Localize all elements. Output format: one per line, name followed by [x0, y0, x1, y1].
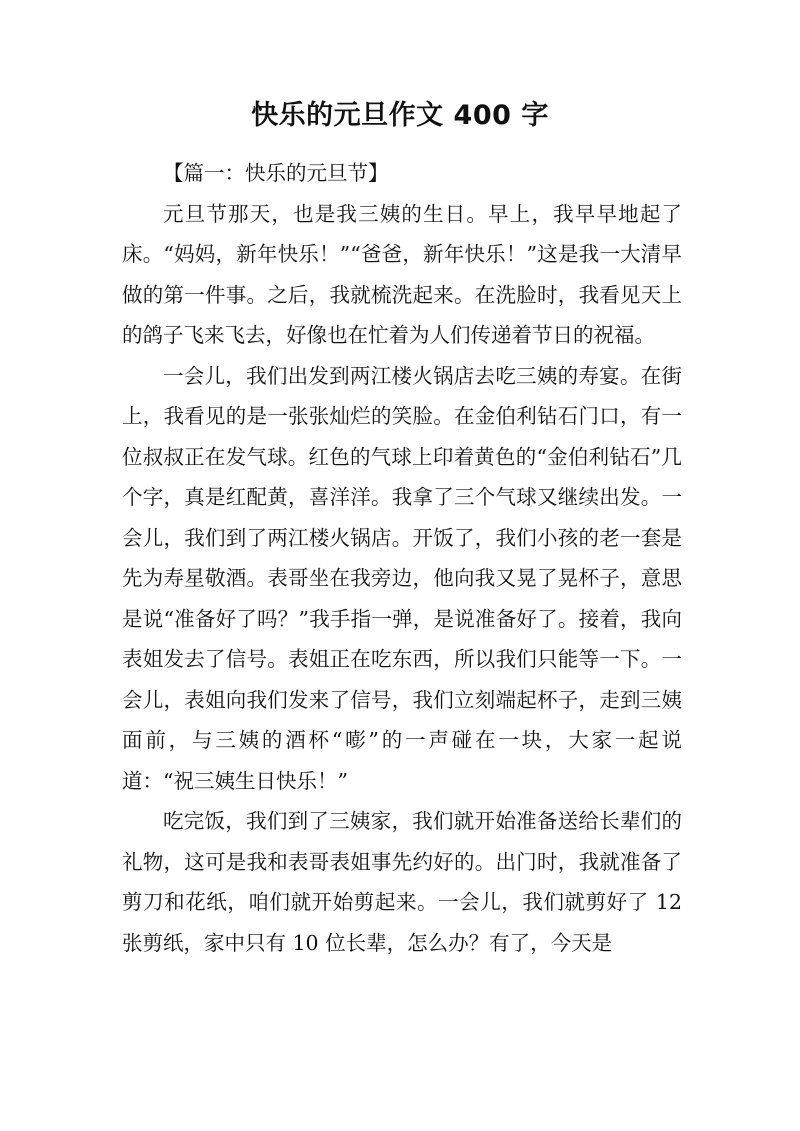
paragraph-1: 元旦节那天，也是我三姨的生日。早上，我早早地起了床。“妈妈，新年快乐！”“爸爸，新年快乐！”这是我一大清早做的第一件事。之后，我就梳洗起来。在洗脸时，我看见天上的鸽子飞来飞去，好像也在忙着为人们传递着节日的祝福。: [122, 201, 682, 347]
document-body: [122, 153, 682, 963]
paragraph-2: 一会儿，我们出发到两江楼火锅店去吃三姨的寿宴。在街上，我看见的是一张张灿烂的笑脸。在金伯利钻石门口，有一位叔叔正在发气球。红色的气球上印着黄色的“金伯利钻石”几个字，真是红配黄，喜洋洋。我拿了三个气球又继续出发。一会儿，我们到了两江楼火锅店。开饭了，我们小孩的老一套是先为寿星敬酒。表哥坐在我旁边，他向我又晃了晃杯子，意思是说“准备好了吗？”我手指一弹，是说准备好了。接着，我向表姐发去了信号。表姐正在吃东西，所以我们只能等一下。一会儿，表姐向我们发来了信号，我们立刻端起杯子，走到三姨面前，与三姨的酒杯“嘭”的一声碰在一块，大家一起说道：“祝三姨生日快乐！”: [122, 363, 682, 793]
section-heading: 【篇一：快乐的元旦节】: [163, 161, 389, 185]
document-title: 快乐的元旦作文 400 字: [251, 100, 549, 131]
paragraph-3: 吃完饭，我们到了三姨家，我们就开始准备送给长辈们的礼物，这可是我和表哥表姐事先约好的。出门时，我就准备了剪刀和花纸，咱们就开始剪起来。一会儿，我们就剪好了 12 张剪纸，家中只有 10 位长辈，怎么办？有了，今天是: [122, 809, 682, 955]
